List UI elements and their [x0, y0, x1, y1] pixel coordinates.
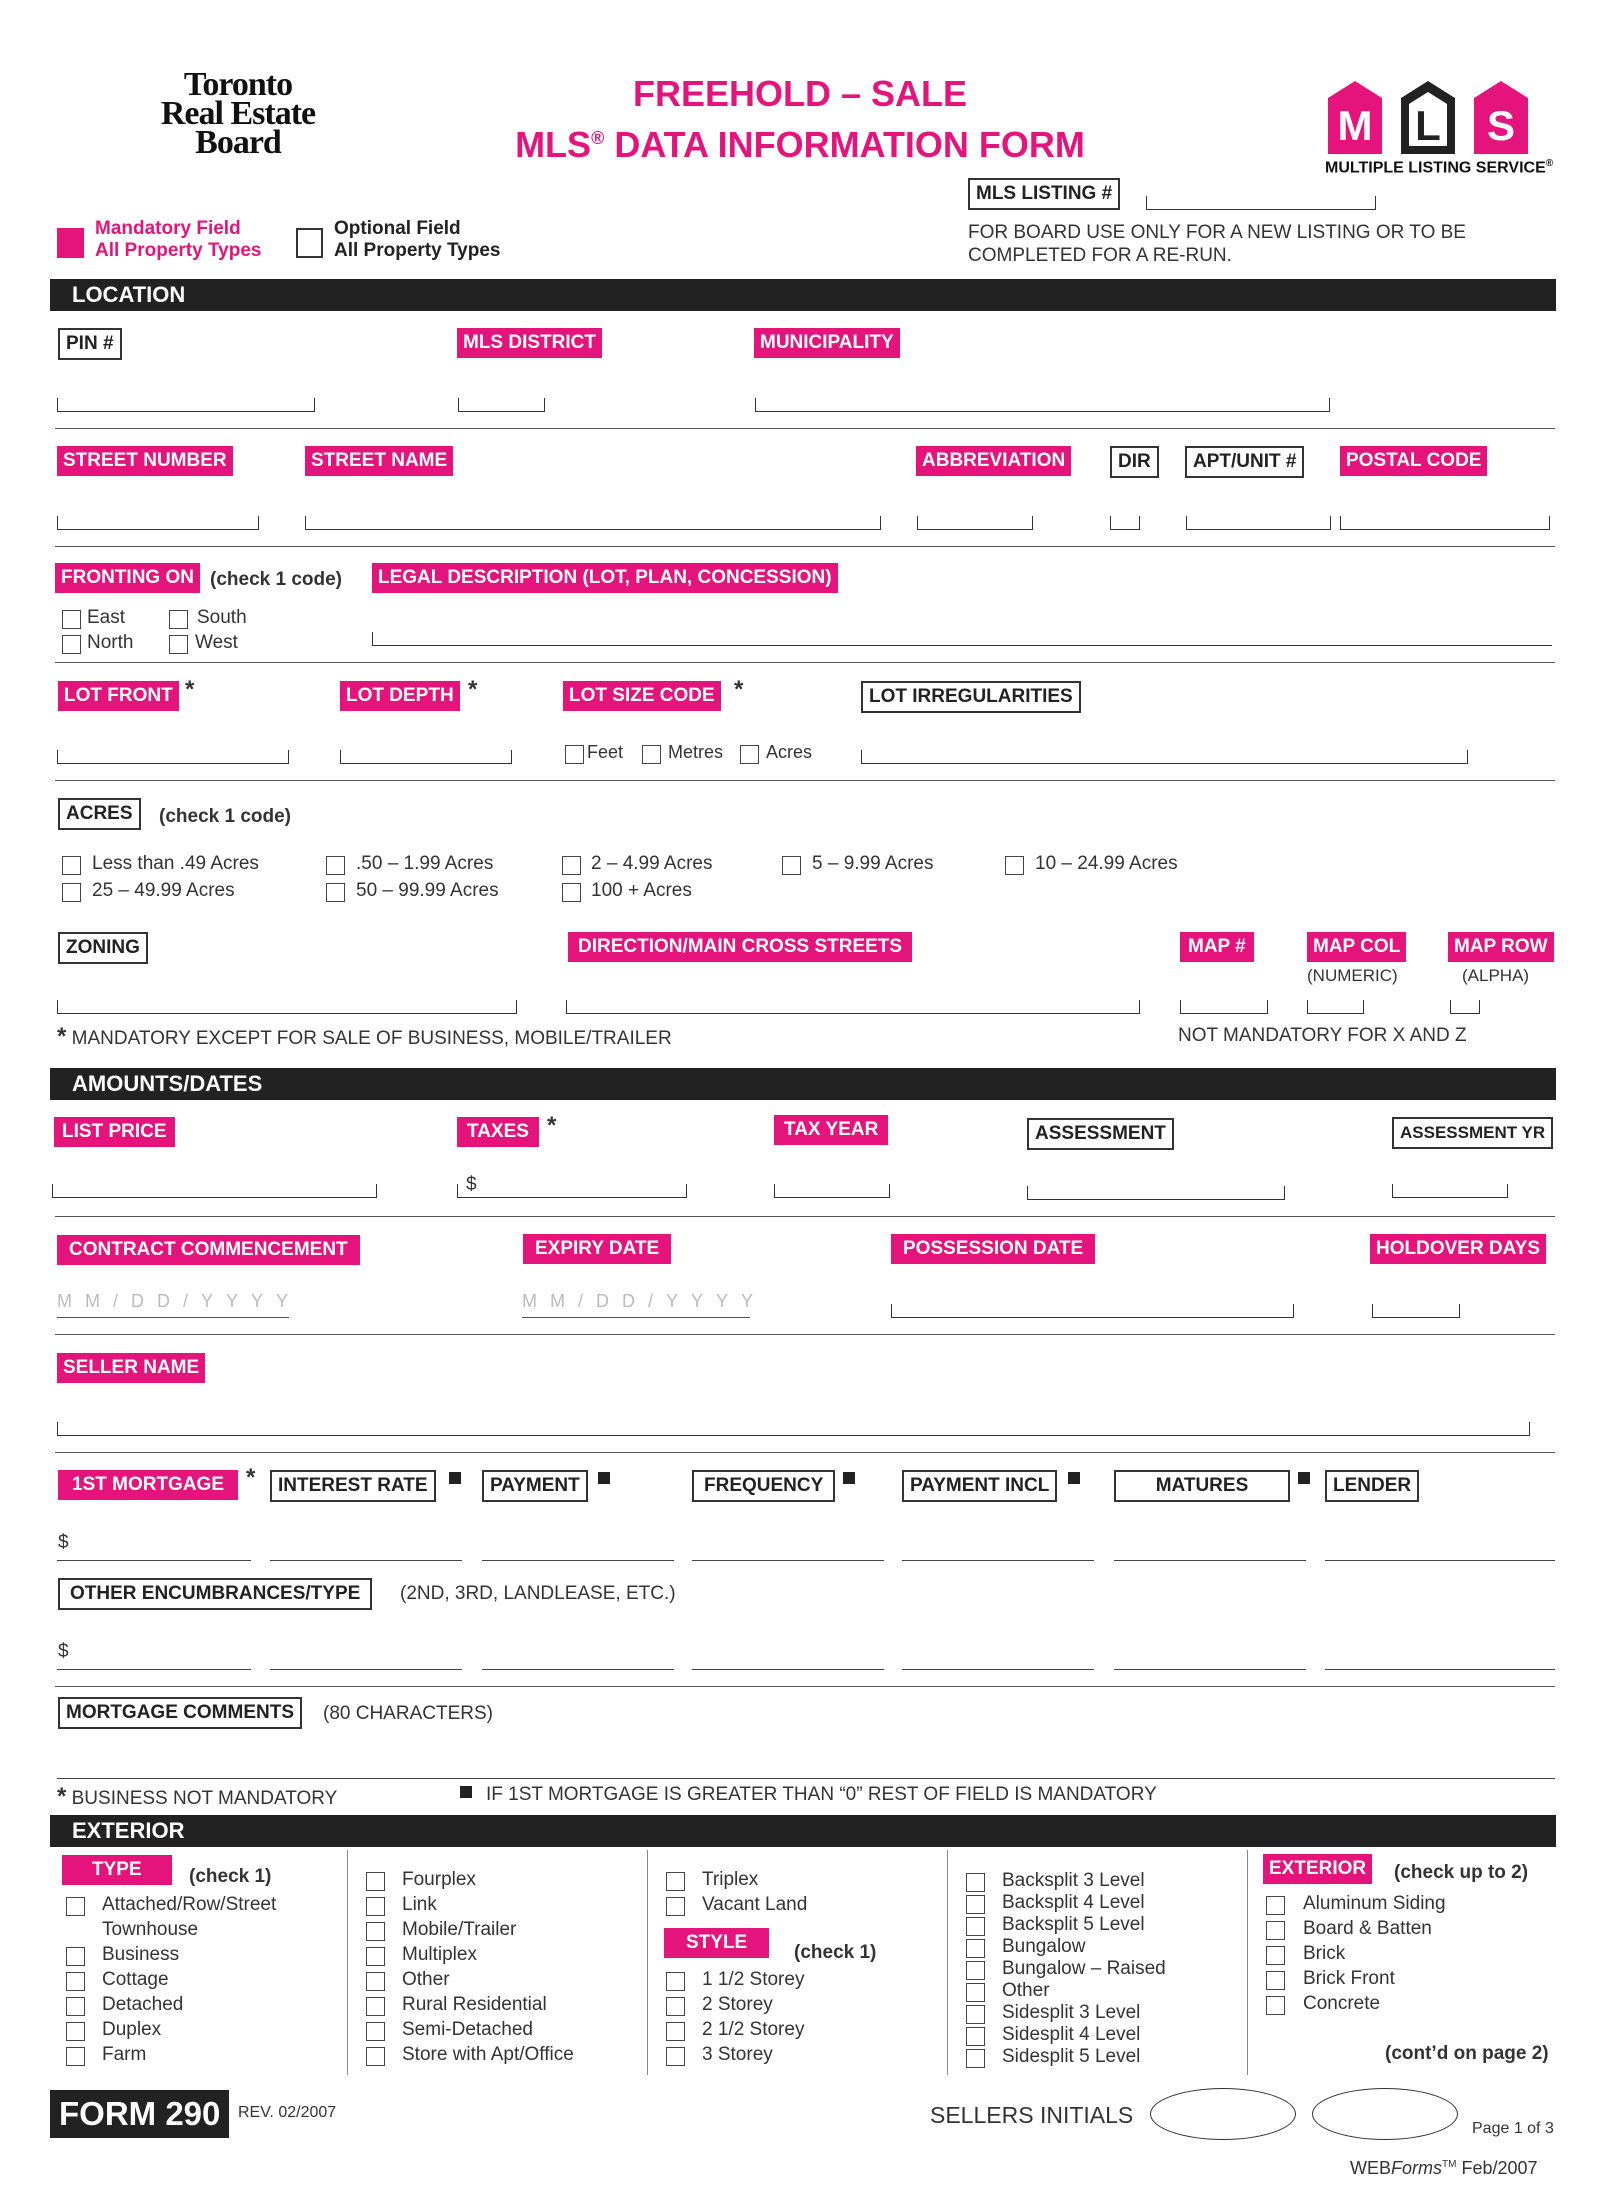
divider [55, 1452, 1555, 1453]
amounts-footnote-left: * BUSINESS NOT MANDATORY [57, 1783, 338, 1810]
style-option-checkbox[interactable] [966, 2005, 985, 2024]
fronting-check-note: (check 1 code) [210, 569, 342, 590]
type-option-label: Rural Residential [402, 1994, 547, 2015]
style-option-checkbox[interactable] [966, 1895, 985, 1914]
amounts-footnote-right: IF 1ST MORTGAGE IS GREATER THAN “0” REST OF FIELD IS MANDATORY [486, 1784, 1157, 1805]
lot-size-code-label: LOT SIZE CODE [563, 681, 721, 711]
acres-option-label: 10 – 24.99 Acres [1035, 853, 1178, 874]
style-option-label: Sidesplit 3 Level [1002, 2002, 1141, 2023]
page-number: Page 1 of 3 [1472, 2120, 1554, 2137]
other-encumbrances-dollar: $ [58, 1641, 69, 1662]
exterior-option-checkbox[interactable] [1266, 1896, 1285, 1915]
map-col-field[interactable] [1307, 1000, 1364, 1014]
type-option-label: Semi-Detached [402, 2019, 533, 2040]
type-option-label: Link [402, 1894, 437, 1915]
tax-year-field[interactable] [774, 1184, 890, 1198]
other-encumbrances-field[interactable] [692, 1669, 884, 1670]
exterior-check-note: (check up to 2) [1394, 1862, 1529, 1883]
style-option-checkbox[interactable] [666, 1972, 685, 1991]
type-option-label: Duplex [102, 2019, 162, 2040]
acres-option-checkbox[interactable] [62, 856, 81, 875]
style-option-checkbox[interactable] [966, 1939, 985, 1958]
type-option-label: Fourplex [402, 1869, 476, 1890]
payment-incl-label: PAYMENT INCL [902, 1470, 1057, 1502]
lot-unit-feet-label: Feet [587, 742, 624, 762]
direction-label: DIRECTION/MAIN CROSS STREETS [568, 932, 912, 962]
postal-code-label: POSTAL CODE [1340, 446, 1487, 476]
payment-field[interactable] [482, 1560, 674, 1561]
street-number-field[interactable] [57, 516, 259, 530]
lot-front-asterisk: * [185, 676, 195, 703]
sellers-initials-oval-1[interactable] [1150, 2088, 1296, 2140]
apt-unit-label: APT/UNIT # [1185, 446, 1304, 478]
lot-unit-acres-checkbox[interactable] [740, 745, 759, 764]
divider [55, 428, 1555, 429]
interest-rate-field[interactable] [270, 1560, 462, 1561]
fronting-west-checkbox[interactable] [169, 635, 188, 654]
style-option-checkbox[interactable] [966, 2049, 985, 2068]
style-option-label: Bungalow [1002, 1936, 1086, 1957]
lot-unit-metres-checkbox[interactable] [642, 745, 661, 764]
mandatory-marker [1298, 1472, 1310, 1484]
acres-option-label: .50 – 1.99 Acres [356, 853, 494, 874]
lot-front-field[interactable] [57, 750, 289, 764]
type-option-label: Multiplex [402, 1944, 477, 1965]
style-option-label: Other [1002, 1980, 1050, 2001]
type-option-checkbox[interactable] [66, 1997, 85, 2016]
acres-option-checkbox[interactable] [562, 883, 581, 902]
street-number-label: STREET NUMBER [57, 446, 233, 476]
lot-size-code-asterisk: * [734, 676, 744, 703]
amounts-section-header: AMOUNTS/DATES [50, 1068, 1556, 1100]
acres-option-label: 50 – 99.99 Acres [356, 880, 499, 901]
mls-logo-l: L [1415, 102, 1441, 149]
type-option-checkbox[interactable] [66, 1947, 85, 1966]
type-option-label: Cottage [102, 1969, 169, 1990]
other-encumbrances-field[interactable] [1114, 1669, 1306, 1670]
interest-rate-label: INTEREST RATE [270, 1470, 436, 1502]
divider [55, 1334, 1555, 1335]
map-row-label: MAP ROW [1448, 932, 1554, 962]
tax-year-label: TAX YEAR [774, 1115, 888, 1145]
optional-legend: Optional Field All Property Types [334, 218, 501, 261]
payment-label: PAYMENT [482, 1470, 588, 1502]
location-section-header: LOCATION [50, 279, 1556, 311]
mls-logo [1325, 78, 1555, 178]
list-price-label: LIST PRICE [54, 1117, 175, 1147]
board-logo-line1: Toronto [183, 66, 293, 103]
exterior-option-checkbox[interactable] [1266, 1921, 1285, 1940]
expiry-date-field[interactable]: MM/DD/YYYY [522, 1291, 750, 1318]
style-option-checkbox[interactable] [966, 2027, 985, 2046]
type-option-label: Farm [102, 2044, 147, 2065]
board-logo-line2: Real Estate [160, 95, 316, 132]
direction-field[interactable] [566, 1000, 1140, 1014]
style-label: STYLE [664, 1928, 769, 1958]
type-option-label: Store with Apt/Office [402, 2044, 574, 2065]
type-option-label: Mobile/Trailer [402, 1919, 517, 1940]
other-encumbrances-field[interactable] [1325, 1669, 1555, 1670]
exterior-option-checkbox[interactable] [1266, 1946, 1285, 1965]
type-option-checkbox[interactable] [366, 1872, 385, 1891]
seller-name-field[interactable] [57, 1422, 1530, 1436]
mandatory-marker [1068, 1472, 1080, 1484]
board-logo [148, 66, 328, 161]
style-option-checkbox[interactable] [966, 1917, 985, 1936]
acres-label: ACRES [58, 798, 141, 830]
mandatory-marker [449, 1472, 461, 1484]
acres-option-checkbox[interactable] [62, 883, 81, 902]
divider [55, 1216, 1555, 1217]
style-option-checkbox[interactable] [666, 2047, 685, 2066]
lot-depth-asterisk: * [468, 676, 478, 703]
mandatory-marker [843, 1472, 855, 1484]
lender-label: LENDER [1325, 1470, 1419, 1502]
divider [55, 1686, 1555, 1687]
map-col-label: MAP COL [1307, 932, 1406, 962]
assessment-field[interactable] [1027, 1186, 1285, 1200]
matures-label: MATURES [1114, 1470, 1290, 1502]
form-number: FORM 290 [50, 2090, 229, 2138]
divider [55, 546, 1555, 547]
type-option-checkbox[interactable] [366, 2047, 385, 2066]
legal-description-label: LEGAL DESCRIPTION (LOT, PLAN, CONCESSION) [372, 563, 838, 593]
seller-name-label: SELLER NAME [57, 1353, 205, 1383]
taxes-field[interactable] [457, 1184, 687, 1198]
type-option-checkbox[interactable] [366, 1997, 385, 2016]
acres-option-label: 5 – 9.99 Acres [812, 853, 934, 874]
sellers-initials-oval-2[interactable] [1312, 2088, 1458, 2140]
mandatory-marker [460, 1786, 472, 1798]
fronting-north-checkbox[interactable] [62, 635, 81, 654]
type-option-checkbox[interactable] [366, 2022, 385, 2041]
assessment-yr-label: ASSESSMENT YR [1392, 1117, 1553, 1149]
type-option-checkbox[interactable] [366, 1922, 385, 1941]
acres-option-checkbox[interactable] [1005, 856, 1024, 875]
type-option-checkbox[interactable] [66, 1897, 85, 1916]
form-revision: REV. 02/2007 [238, 2104, 337, 2121]
divider [55, 780, 1555, 781]
dir-label: DIR [1110, 446, 1159, 478]
style-option-label: Backsplit 5 Level [1002, 1914, 1145, 1935]
contd-note: (cont’d on page 2) [1385, 2043, 1549, 2064]
exterior-option-label: Brick [1303, 1943, 1346, 1964]
exterior-label: EXTERIOR [1263, 1854, 1372, 1884]
postal-code-field[interactable] [1340, 516, 1550, 530]
possession-date-label: POSSESSION DATE [891, 1234, 1095, 1264]
fronting-south-checkbox[interactable] [169, 610, 188, 629]
assessment-label: ASSESSMENT [1027, 1118, 1174, 1150]
optional-swatch [296, 228, 323, 258]
style-option-label: Bungalow – Raised [1002, 1958, 1166, 1979]
fronting-west-label: West [195, 632, 238, 653]
contract-commencement-label: CONTRACT COMMENCEMENT [57, 1235, 360, 1265]
webforms-credit: WEBForms™ Feb/2007 [1350, 2158, 1538, 2178]
form-title-line1: FREEHOLD – SALE [632, 73, 968, 114]
mls-listing-field[interactable] [1146, 196, 1376, 210]
first-mortgage-field[interactable] [57, 1560, 251, 1561]
form-title-line2: MLS® DATA INFORMATION FORM [515, 124, 1085, 165]
pin-label: PIN # [58, 328, 122, 360]
type-option-label: Attached/Row/Street [102, 1894, 277, 1915]
style-option-label: 2 1/2 Storey [702, 2019, 805, 2040]
style-option-checkbox[interactable] [666, 1997, 685, 2016]
acres-option-label: 25 – 49.99 Acres [92, 880, 235, 901]
lot-unit-metres-label: Metres [668, 742, 724, 762]
mandatory-marker [598, 1472, 610, 1484]
lot-unit-acres-label: Acres [766, 742, 813, 762]
acres-option-label: 2 – 4.99 Acres [591, 853, 713, 874]
type-option-checkbox[interactable] [366, 1947, 385, 1966]
fronting-north-label: North [87, 632, 134, 653]
exterior-option-label: Board & Batten [1303, 1918, 1432, 1939]
fronting-on-label: FRONTING ON [55, 563, 200, 593]
column-divider [647, 1850, 648, 2075]
board-logo-line3: Board [195, 124, 281, 161]
frequency-field[interactable] [692, 1560, 884, 1561]
map-col-sub: (NUMERIC) [1307, 966, 1398, 985]
type-option-checkbox[interactable] [666, 1897, 685, 1916]
acres-option-checkbox[interactable] [782, 856, 801, 875]
location-footnote-left: * MANDATORY EXCEPT FOR SALE OF BUSINESS, MOBILE/TRAILER [57, 1023, 672, 1050]
fronting-south-label: South [197, 607, 247, 628]
lot-irregularities-label: LOT IRREGULARITIES [861, 681, 1081, 713]
other-encumbrances-field[interactable] [482, 1669, 674, 1670]
taxes-dollar: $ [466, 1174, 477, 1195]
lot-front-label: LOT FRONT [58, 681, 179, 711]
style-option-label: 3 Storey [702, 2044, 773, 2065]
acres-check-note: (check 1 code) [159, 806, 291, 827]
type-option-label: Vacant Land [702, 1894, 808, 1915]
frequency-label: FREQUENCY [692, 1470, 835, 1502]
style-option-checkbox[interactable] [966, 1983, 985, 2002]
exterior-option-label: Brick Front [1303, 1968, 1395, 1989]
lot-depth-field[interactable] [340, 750, 512, 764]
column-divider [1247, 1850, 1248, 2075]
lot-unit-feet-checkbox[interactable] [565, 745, 584, 764]
style-option-checkbox[interactable] [966, 1873, 985, 1892]
type-option-checkbox[interactable] [366, 1972, 385, 1991]
type-option-checkbox[interactable] [666, 1872, 685, 1891]
payment-incl-field[interactable] [902, 1560, 1094, 1561]
other-encumbrances-field[interactable] [902, 1669, 1094, 1670]
lender-field[interactable] [1325, 1560, 1555, 1561]
mortgage-comments-label: MORTGAGE COMMENTS [58, 1697, 302, 1729]
type-check-note: (check 1) [189, 1866, 272, 1887]
fronting-east-checkbox[interactable] [62, 610, 81, 629]
mortgage-comments-note: (80 CHARACTERS) [323, 1703, 493, 1724]
style-option-label: Sidesplit 4 Level [1002, 2024, 1141, 2045]
style-option-checkbox[interactable] [966, 1961, 985, 1980]
exterior-option-checkbox[interactable] [1266, 1971, 1285, 1990]
other-encumbrances-field[interactable] [57, 1669, 251, 1670]
mls-logo-m: M [1337, 102, 1373, 149]
acres-option-checkbox[interactable] [326, 883, 345, 902]
style-option-label: 2 Storey [702, 1994, 773, 2015]
possession-date-field[interactable] [891, 1304, 1294, 1318]
lot-depth-label: LOT DEPTH [340, 681, 460, 711]
type-option-checkbox[interactable] [66, 2047, 85, 2066]
form-title [400, 72, 1200, 167]
other-encumbrances-note: (2ND, 3RD, LANDLEASE, ETC.) [400, 1583, 676, 1604]
municipality-field[interactable] [755, 398, 1330, 412]
mls-district-field[interactable] [458, 398, 545, 412]
style-option-checkbox[interactable] [666, 2022, 685, 2041]
legal-description-field[interactable] [372, 632, 1552, 646]
abbreviation-label: ABBREVIATION [916, 446, 1071, 476]
mls-district-label: MLS DISTRICT [457, 328, 602, 358]
type-option-label: Other [402, 1969, 450, 1990]
mls-listing-label: MLS LISTING # [968, 178, 1120, 210]
style-check-note: (check 1) [794, 1942, 877, 1963]
location-footnote-right: NOT MANDATORY FOR X AND Z [1178, 1025, 1467, 1046]
column-divider [947, 1850, 948, 2075]
other-encumbrances-field[interactable] [270, 1669, 462, 1670]
municipality-label: MUNICIPALITY [754, 328, 900, 358]
type-option-checkbox[interactable] [66, 1972, 85, 1991]
type-label: TYPE [62, 1855, 172, 1885]
type-option-label: Detached [102, 1994, 184, 2015]
contract-commencement-date-field[interactable]: MM/DD/YYYY [57, 1291, 289, 1318]
street-name-field[interactable] [305, 516, 881, 530]
lot-irregularities-field[interactable] [861, 750, 1468, 764]
exterior-option-label: Aluminum Siding [1303, 1893, 1446, 1914]
list-price-field[interactable] [52, 1184, 377, 1198]
mls-logo-caption: MULTIPLE LISTING SERVICE® [1325, 158, 1554, 177]
first-mortgage-asterisk: * [246, 1464, 256, 1491]
expiry-date-label: EXPIRY DATE [523, 1234, 671, 1264]
first-mortgage-dollar: $ [58, 1532, 69, 1553]
mls-logo-s: S [1486, 102, 1515, 149]
matures-field[interactable] [1114, 1560, 1306, 1561]
street-name-label: STREET NAME [305, 446, 453, 476]
style-option-label: Backsplit 3 Level [1002, 1870, 1145, 1891]
mortgage-comments-field[interactable] [57, 1778, 1555, 1779]
sellers-initials-label: SELLERS INITIALS [930, 2102, 1134, 2128]
zoning-field[interactable] [57, 1000, 517, 1014]
other-encumbrances-label: OTHER ENCUMBRANCES/TYPE [58, 1578, 372, 1610]
map-row-sub: (ALPHA) [1462, 966, 1530, 985]
taxes-asterisk: * [547, 1112, 557, 1139]
style-option-label: Backsplit 4 Level [1002, 1892, 1145, 1913]
taxes-label: TAXES [457, 1117, 539, 1147]
mls-listing-note: FOR BOARD USE ONLY FOR A NEW LISTING OR TO BE COMPLETED FOR A RE-RUN. [968, 222, 1466, 266]
map-num-label: MAP # [1180, 932, 1254, 962]
zoning-label: ZONING [58, 932, 148, 964]
mandatory-legend: Mandatory Field All Property Types [95, 218, 262, 261]
type-option-checkbox[interactable] [66, 2022, 85, 2041]
assessment-yr-field[interactable] [1392, 1184, 1508, 1198]
map-num-field[interactable] [1180, 1000, 1268, 1014]
abbreviation-field[interactable] [917, 516, 1033, 530]
mandatory-swatch [57, 228, 84, 258]
acres-option-label: 100 + Acres [591, 880, 692, 901]
style-option-label: Sidesplit 5 Level [1002, 2046, 1141, 2067]
acres-option-label: Less than .49 Acres [92, 853, 259, 874]
type-option-label: Townhouse [102, 1919, 199, 1940]
exterior-option-checkbox[interactable] [1266, 1996, 1285, 2015]
holdover-days-label: HOLDOVER DAYS [1370, 1234, 1546, 1264]
exterior-option-label: Concrete [1303, 1993, 1381, 2014]
divider [55, 662, 1555, 663]
map-row-field[interactable] [1450, 1000, 1480, 1014]
type-option-checkbox[interactable] [366, 1897, 385, 1916]
acres-option-checkbox[interactable] [562, 856, 581, 875]
dir-field[interactable] [1110, 516, 1140, 530]
acres-option-checkbox[interactable] [326, 856, 345, 875]
style-option-label: 1 1/2 Storey [702, 1969, 805, 1990]
holdover-days-field[interactable] [1372, 1304, 1460, 1318]
type-option-label: Triplex [702, 1869, 759, 1890]
fronting-east-label: East [87, 607, 126, 628]
exterior-section-header: EXTERIOR [50, 1815, 1556, 1847]
column-divider [347, 1850, 348, 2075]
apt-unit-field[interactable] [1186, 516, 1331, 530]
pin-field[interactable] [57, 398, 315, 412]
type-option-label: Business [102, 1944, 180, 1965]
first-mortgage-label: 1ST MORTGAGE [58, 1470, 238, 1500]
